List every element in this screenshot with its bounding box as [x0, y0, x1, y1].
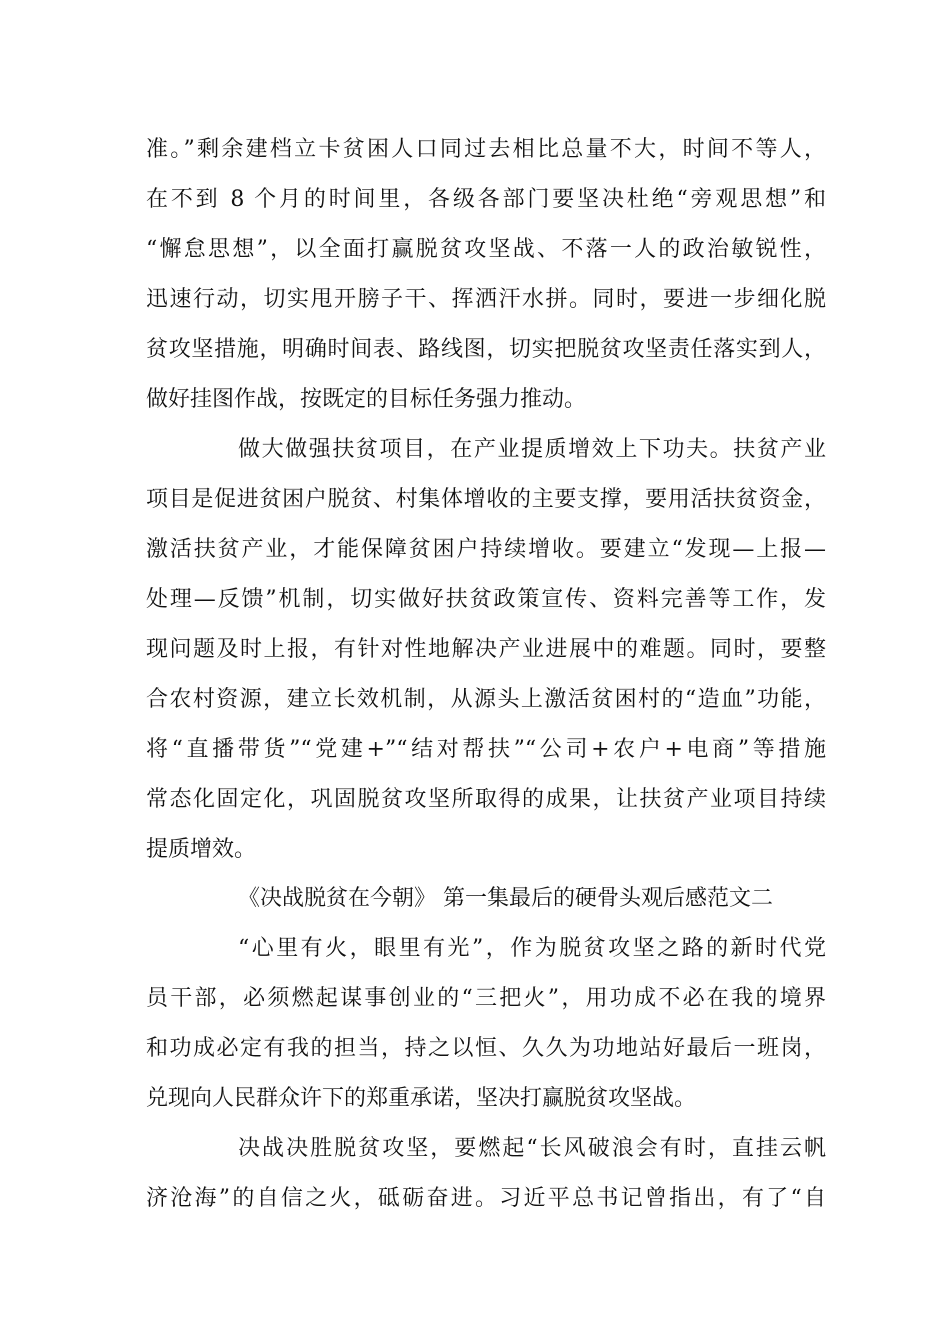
- paragraph-line: 合农村资源，建立长效机制，从源头上激活贫困村的“造血”功能，: [146, 687, 826, 712]
- section-heading: 《决战脱贫在今朝》 第一集最后的硬骨头观后感范文二: [238, 886, 773, 911]
- paragraph-line: 贫攻坚措施，明确时间表、路线图，切实把脱贫攻坚责任落实到人，: [146, 337, 826, 362]
- paragraph-line: 做好挂图作战，按既定的目标任务强力推动。: [146, 387, 587, 412]
- paragraph-line: 将“直播带货”“党建+”“结对帮扶”“公司+农户+电商”等措施: [146, 737, 826, 762]
- paragraph-line: “心里有火，眼里有光”，作为脱贫攻坚之路的新时代党: [238, 936, 826, 961]
- paragraph-line: 在不到 8 个月的时间里，各级各部门要坚决杜绝“旁观思想”和: [146, 187, 826, 212]
- paragraph-line: 迅速行动，切实甩开膀子干、挥洒汗水拼。同时，要进一步细化脱: [146, 287, 826, 312]
- paragraph-line: 提质增效。: [146, 837, 257, 862]
- paragraph-line: 济沧海”的自信之火，砥砺奋进。习近平总书记曾指出，有了“自: [146, 1186, 826, 1211]
- paragraph-line: 准。”剩余建档立卡贫困人口同过去相比总量不大，时间不等人，: [146, 137, 826, 162]
- paragraph-line: 现问题及时上报，有针对性地解决产业进展中的难题。同时，要整: [146, 637, 826, 662]
- paragraph-line: 常态化固定化，巩固脱贫攻坚所取得的成果，让扶贫产业项目持续: [146, 787, 826, 812]
- paragraph-line: 处理—反馈”机制，切实做好扶贫政策宣传、资料完善等工作，发: [146, 587, 826, 612]
- paragraph-line: 做大做强扶贫项目，在产业提质增效上下功夫。扶贫产业: [238, 437, 826, 462]
- paragraph-line: 项目是促进贫困户脱贫、村集体增收的主要支撑，要用活扶贫资金，: [146, 487, 826, 512]
- paragraph-line: 员干部，必须燃起谋事创业的“三把火”，用功成不必在我的境界: [146, 986, 826, 1011]
- paragraph-line: 和功成必定有我的担当，持之以恒、久久为功地站好最后一班岗，: [146, 1036, 826, 1061]
- paragraph-line: 决战决胜脱贫攻坚，要燃起“长风破浪会有时，直挂云帆: [238, 1136, 826, 1161]
- paragraph-line: 兑现向人民群众许下的郑重承诺，坚决打赢脱贫攻坚战。: [146, 1086, 697, 1111]
- paragraph-line: “懈怠思想”，以全面打赢脱贫攻坚战、不落一人的政治敏锐性，: [146, 237, 826, 262]
- paragraph-line: 激活扶贫产业，才能保障贫困户持续增收。要建立“发现—上报—: [146, 537, 826, 562]
